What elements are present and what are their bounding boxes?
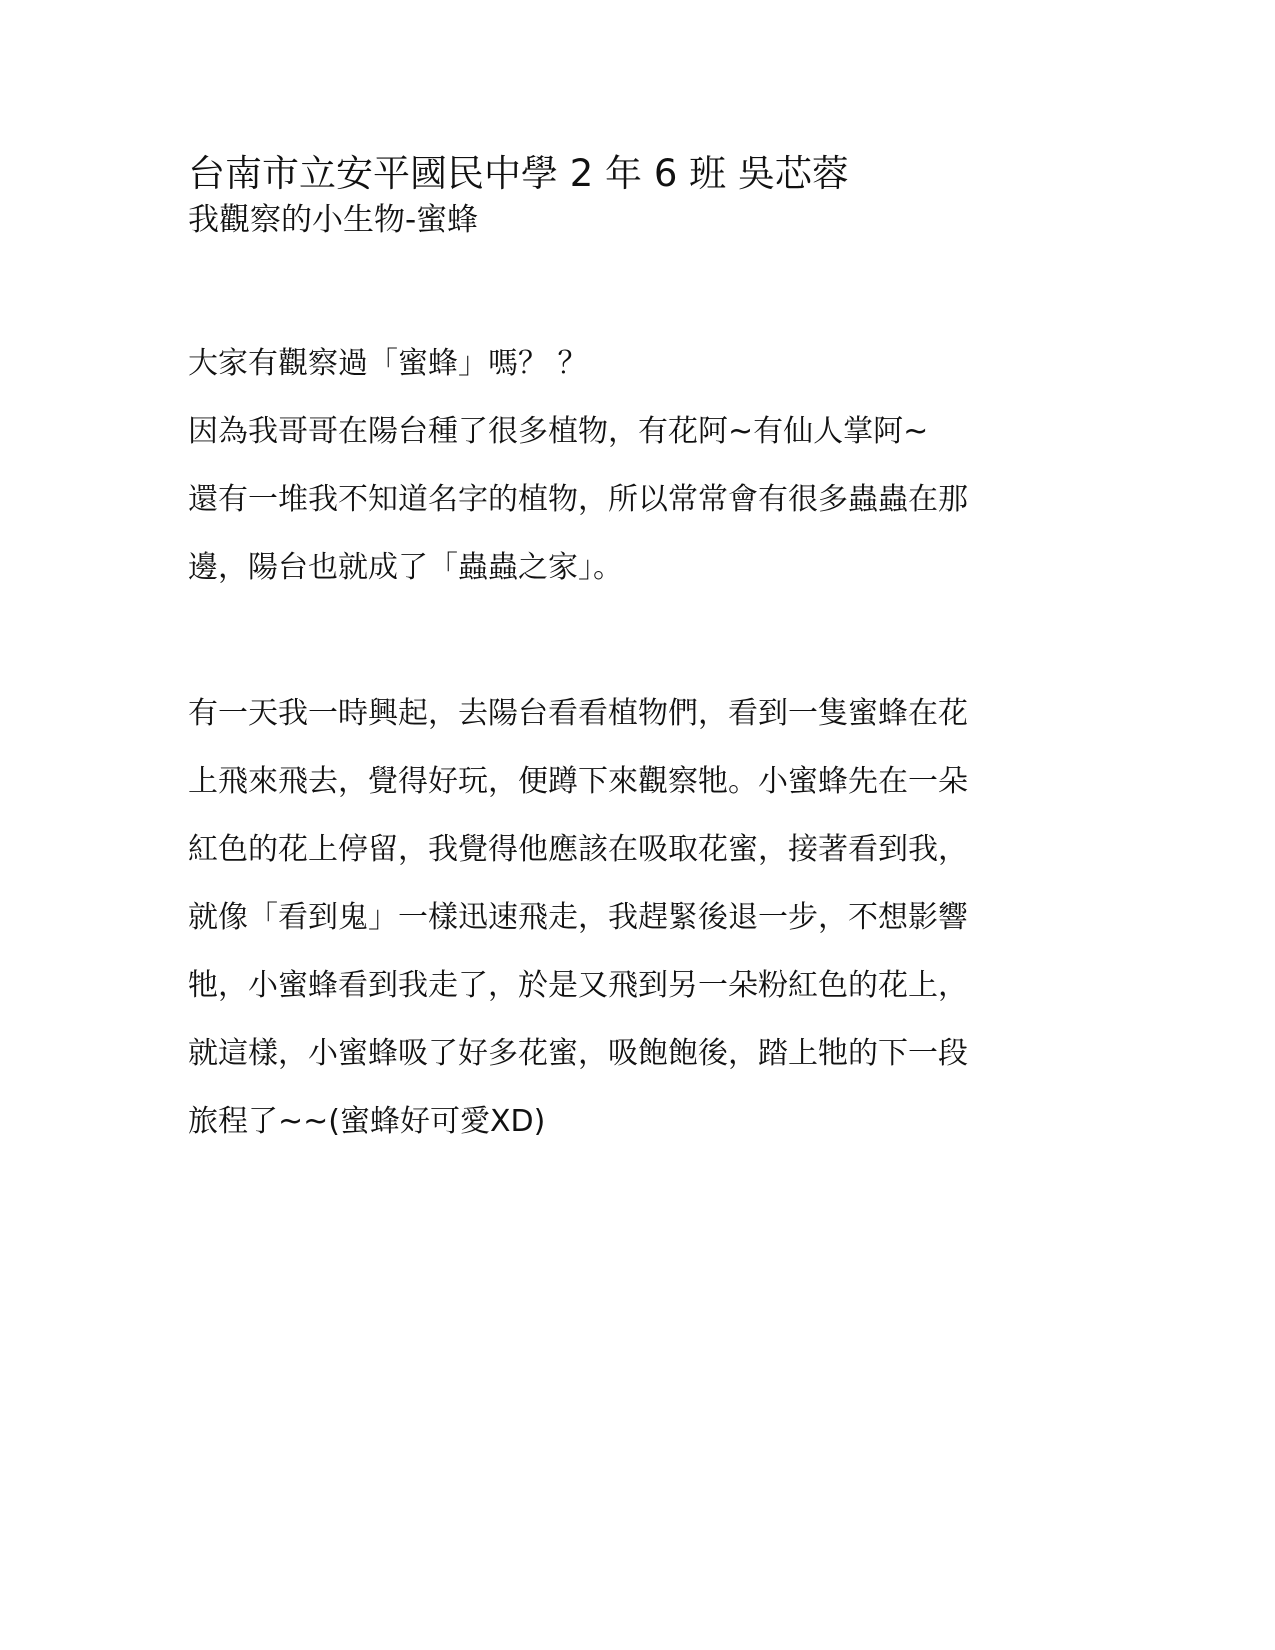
paragraph-line: 上飛來飛去，覺得好玩，便蹲下來觀察牠。小蜜蜂先在一朵 xyxy=(188,764,968,799)
paragraph-line: 就像「看到鬼」一樣迅速飛走，我趕緊後退一步，不想影響 xyxy=(188,900,968,935)
paragraph-observation xyxy=(188,680,1068,1156)
document-header xyxy=(188,148,1088,240)
paragraph-line: 大家有觀察過「蜜蜂」嗎？ ？ xyxy=(188,346,588,381)
paragraph-line: 紅色的花上停留，我覺得他應該在吸取花蜜，接著看到我， xyxy=(188,832,968,867)
document-subtitle: 我觀察的小生物-蜜蜂 xyxy=(188,202,479,238)
paragraph-intro xyxy=(188,330,1068,602)
paragraph-line: 旅程了~~(蜜蜂好可愛XD) xyxy=(188,1104,546,1139)
paragraph-line: 還有一堆我不知道名字的植物，所以常常會有很多蟲蟲在那 xyxy=(188,482,968,517)
paragraph-line: 牠，小蜜蜂看到我走了，於是又飛到另一朵粉紅色的花上， xyxy=(188,968,968,1003)
paragraph-line: 因為我哥哥在陽台種了很多植物，有花阿~有仙人掌阿~ xyxy=(188,414,929,449)
document-title: 台南市立安平國民中學 2 年 6 班 吳芯蓉 xyxy=(188,152,849,195)
paragraph-line: 有一天我一時興起，去陽台看看植物們，看到一隻蜜蜂在花 xyxy=(188,696,968,731)
paragraph-line: 就這樣，小蜜蜂吸了好多花蜜，吸飽飽後，踏上牠的下一段 xyxy=(188,1036,968,1071)
paragraph-line: 邊，陽台也就成了「蟲蟲之家」。 xyxy=(188,550,623,585)
